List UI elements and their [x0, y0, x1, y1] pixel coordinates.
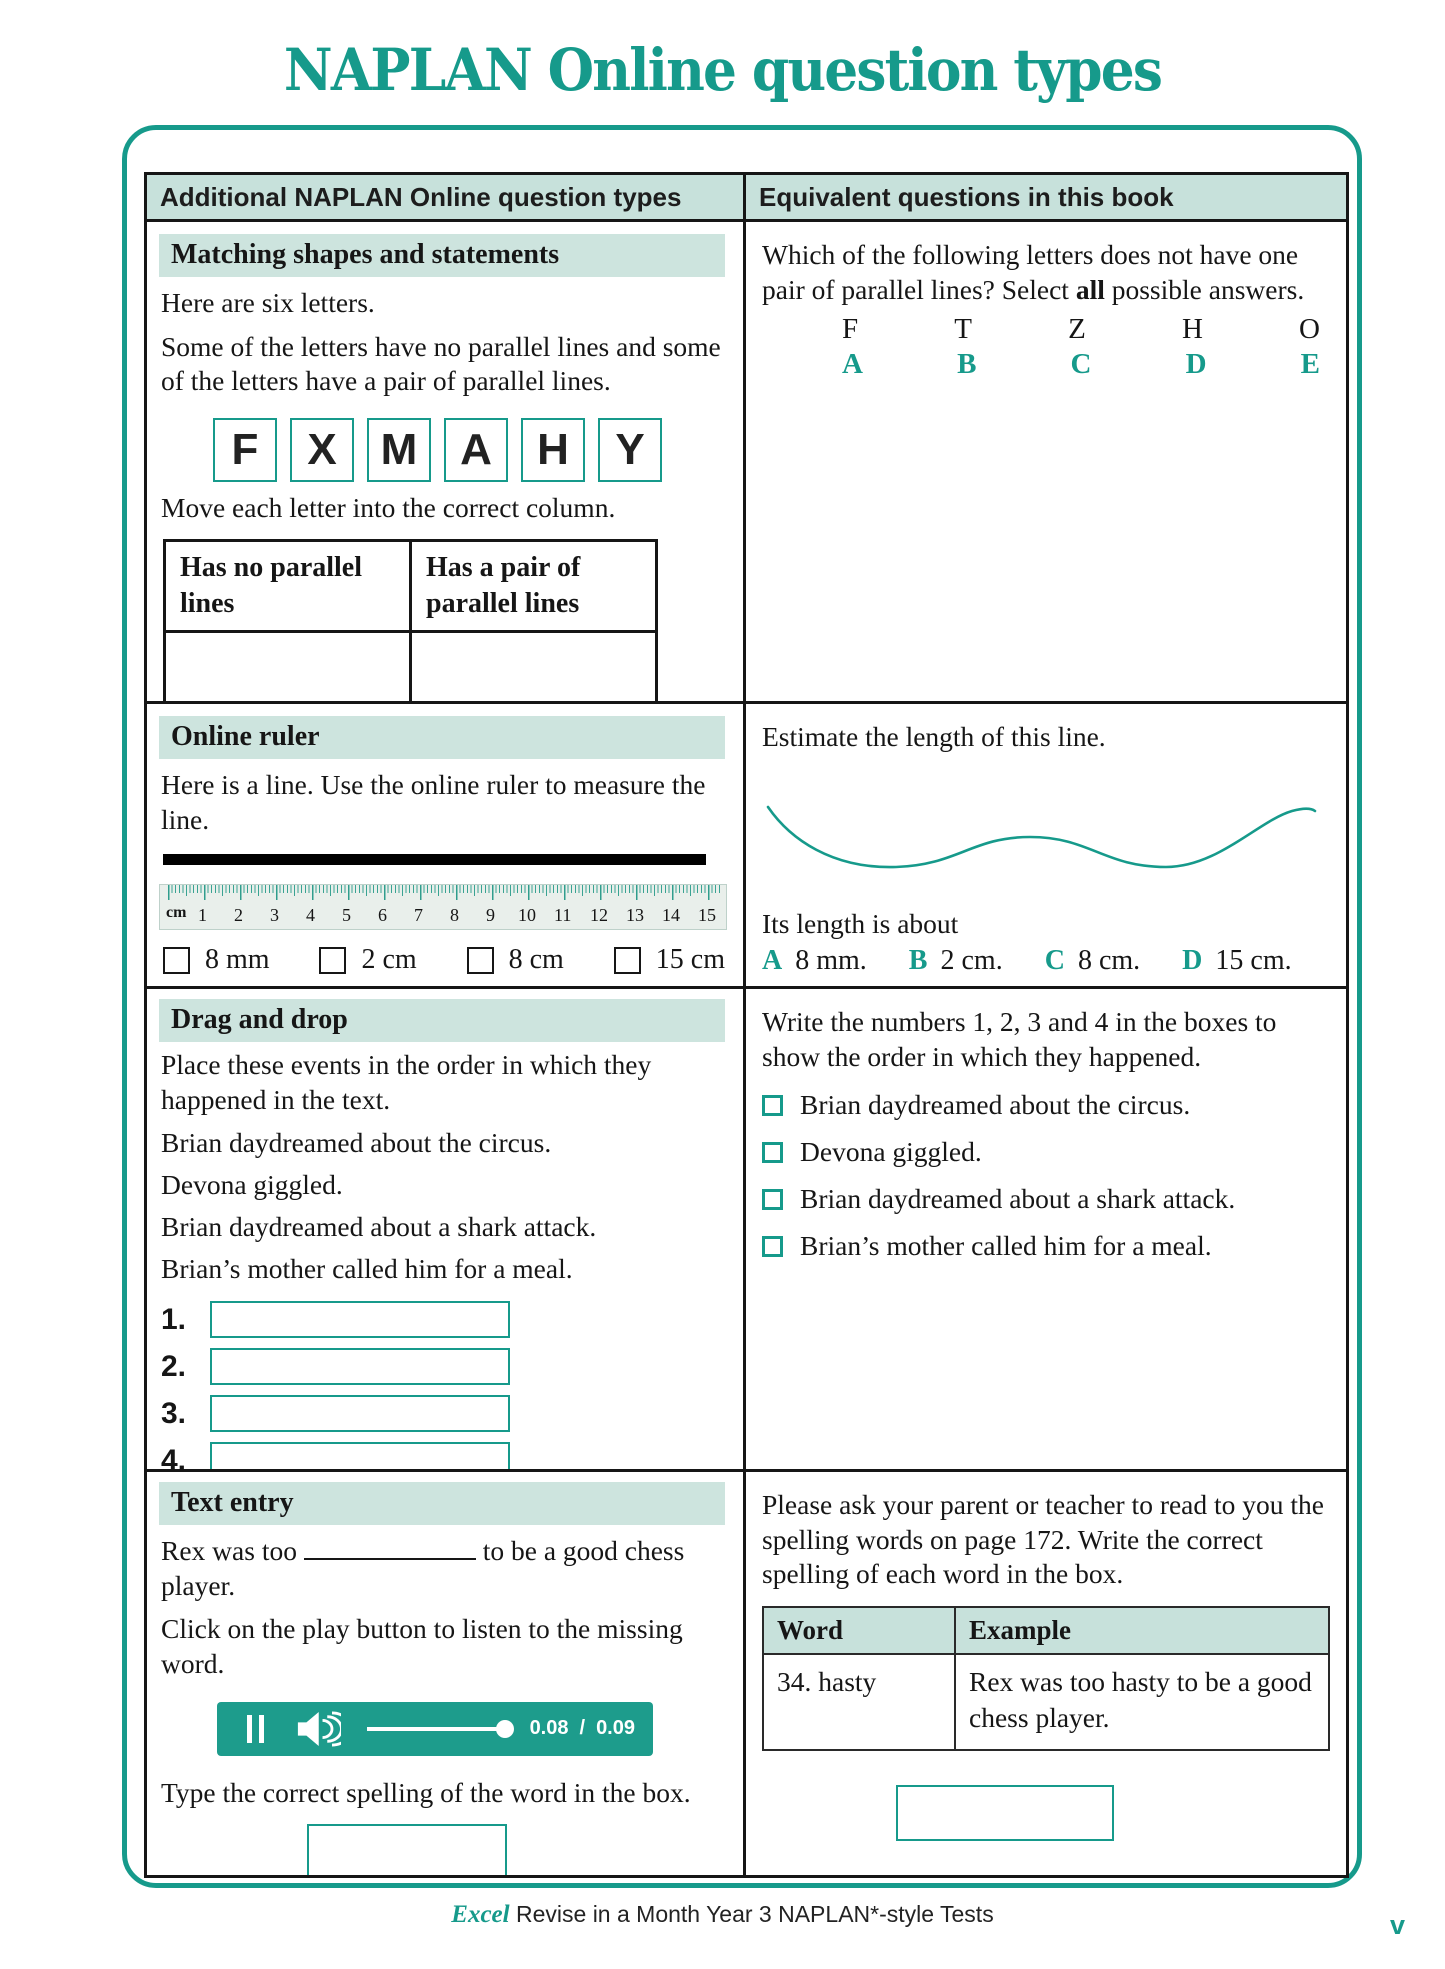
- option-letter: A: [842, 348, 863, 381]
- letter-tile[interactable]: X: [290, 418, 354, 482]
- question-types-table: [144, 172, 1349, 1878]
- dragdrop-equivalent-intro: Write the numbers 1, 2, 3 and 4 in the boxes to show the order in which they happened.: [762, 1006, 1277, 1072]
- online-ruler-heading: Online ruler: [159, 716, 725, 759]
- option-letter: C: [1070, 348, 1092, 381]
- matching-heading: Matching shapes and statements: [159, 234, 725, 277]
- matching-equivalent-question: [762, 238, 1340, 307]
- page-number: v: [1390, 1910, 1406, 1940]
- slot-number: 1.: [161, 1302, 187, 1336]
- option-b[interactable]: [909, 945, 1003, 977]
- matching-right-cell: [746, 222, 1346, 704]
- column-header-left: Additional NAPLAN Online question types: [147, 175, 746, 222]
- option-letter: A: [762, 945, 783, 977]
- checkbox-icon[interactable]: [614, 947, 641, 974]
- spelling-input-box[interactable]: [307, 1824, 507, 1875]
- column-header-right: Equivalent questions in this book: [746, 175, 1346, 222]
- page-title: NAPLAN Online question types: [283, 36, 1162, 104]
- ruler-number: 13: [626, 905, 644, 926]
- order-slot-3: [161, 1395, 743, 1432]
- write-box-icon[interactable]: [762, 1095, 783, 1116]
- example-column-header: Example: [955, 1607, 1329, 1654]
- ruler-number: 5: [342, 905, 351, 926]
- order-slot-4: [161, 1442, 743, 1472]
- option-text: 15 cm.: [1215, 945, 1292, 977]
- ruler-number: 7: [414, 905, 423, 926]
- text-entry-heading: Text entry: [159, 1482, 725, 1525]
- letter-tile[interactable]: M: [367, 418, 431, 482]
- word-column-header: Word: [763, 1607, 955, 1654]
- letter-tile[interactable]: H: [521, 418, 585, 482]
- ruler-number: 9: [486, 905, 495, 926]
- question-bold-word: all: [1075, 273, 1105, 305]
- slot-number: 2.: [161, 1349, 187, 1383]
- speaker-icon[interactable]: [296, 1710, 341, 1748]
- choice-label: 8 mm: [205, 944, 270, 976]
- option-text: 8 mm.: [795, 945, 867, 977]
- slot-number: 3.: [161, 1396, 187, 1430]
- time-current: 0.08: [529, 1717, 569, 1740]
- dragdrop-intro: Place these events in the order in which they happened in the text.: [161, 1049, 652, 1115]
- click-play-instruction: Click on the play button to listen to the missing word.: [161, 1613, 683, 1679]
- progress-knob-icon[interactable]: [496, 1720, 514, 1738]
- option-letter: D: [1182, 945, 1203, 977]
- option-d[interactable]: [1182, 945, 1291, 977]
- option-letter: E: [1300, 348, 1320, 381]
- ruler-cm-ticks: [168, 885, 722, 900]
- drop-column-header-pair-parallel: Has a pair of parallel lines: [411, 540, 657, 632]
- ordered-item: [762, 1230, 1346, 1262]
- textentry-left-cell: [147, 1472, 746, 1875]
- ruler-number: 3: [270, 905, 279, 926]
- option-text: 8 cm.: [1077, 945, 1141, 977]
- candidate-letter: F: [842, 313, 859, 346]
- slot-drop-box[interactable]: [210, 1395, 510, 1432]
- textentry-right-cell: [746, 1472, 1346, 1875]
- event-item[interactable]: Brian’s mother called him for a meal.: [161, 1253, 573, 1285]
- page-footer: [0, 1901, 1445, 1929]
- write-box-icon[interactable]: [762, 1236, 783, 1257]
- slot-drop-box[interactable]: [210, 1301, 510, 1338]
- fill-blank-sentence: [161, 1534, 709, 1603]
- slot-number: 4.: [161, 1443, 187, 1472]
- ruler-number: 8: [450, 905, 459, 926]
- event-item[interactable]: Brian daydreamed about a shark attack.: [161, 1211, 597, 1243]
- option-text: 2 cm.: [940, 945, 1003, 977]
- event-item[interactable]: Brian daydreamed about the circus.: [161, 1127, 552, 1159]
- ruler-number: 1: [198, 905, 207, 926]
- estimate-prompt: Its length is about: [762, 907, 959, 939]
- candidate-letter: T: [954, 313, 972, 346]
- audio-times: [530, 1717, 635, 1740]
- ruler-number: 6: [378, 905, 387, 926]
- choice-8cm: [467, 944, 564, 976]
- checkbox-icon[interactable]: [467, 947, 494, 974]
- word-example-table: [762, 1606, 1330, 1752]
- question-text: Which of the following letters does not have one pair of parallel lines? Select: [762, 239, 1299, 305]
- item-text: Brian daydreamed about a shark attack.: [800, 1183, 1236, 1215]
- item-text: Devona giggled.: [800, 1136, 982, 1168]
- sentence-post: to be a good chess player.: [161, 1535, 685, 1601]
- audio-progress-bar[interactable]: [367, 1727, 509, 1731]
- dragdrop-left-cell: [147, 989, 746, 1472]
- pause-icon[interactable]: [247, 1715, 264, 1743]
- choice-label: 2 cm: [361, 944, 417, 976]
- order-slot-2: [161, 1348, 743, 1385]
- ordered-item: [762, 1136, 1346, 1168]
- option-letter: B: [908, 945, 928, 977]
- ordered-item: [762, 1183, 1346, 1215]
- ruler-intro: Here is a line. Use the online ruler to measure the line.: [161, 769, 706, 835]
- type-spelling-instruction: Type the correct spelling of the word in the box.: [161, 1776, 691, 1808]
- choice-15cm: [614, 944, 725, 976]
- time-total: 0.09: [596, 1717, 635, 1740]
- ruler-number: 15: [698, 905, 716, 926]
- matching-drop-table: [163, 539, 658, 704]
- ruler-answer-choices: [163, 944, 725, 976]
- letter-tile[interactable]: Y: [598, 418, 662, 482]
- candidate-letters-row: [842, 313, 1320, 346]
- option-letter: C: [1044, 945, 1065, 977]
- checkbox-icon[interactable]: [163, 947, 190, 974]
- option-letters-row: [842, 348, 1320, 381]
- spelling-equivalent-intro: Please ask your parent or teacher to read to you the spelling words on page 172. Write the correct spelling of each word in the box.: [762, 1489, 1325, 1590]
- wavy-line: [760, 793, 1320, 881]
- checkbox-icon[interactable]: [319, 947, 346, 974]
- ruler-number: 2: [234, 905, 243, 926]
- online-ruler-tool[interactable]: [159, 884, 727, 930]
- candidate-letter: Z: [1068, 313, 1086, 346]
- drag-drop-heading: Drag and drop: [159, 999, 725, 1042]
- estimate-options: [762, 945, 1346, 977]
- matching-intro-2: Some of the letters have no parallel lines and some of the letters have a pair of parallel lines.: [161, 330, 721, 397]
- choice-8mm: [163, 944, 270, 976]
- spelling-answer-box[interactable]: [896, 1785, 1114, 1841]
- ruler-number: 10: [518, 905, 536, 926]
- question-text: possible answers.: [1104, 273, 1305, 305]
- event-item[interactable]: Devona giggled.: [161, 1169, 343, 1201]
- order-slot-1: [161, 1301, 743, 1338]
- ruler-number: 14: [662, 905, 680, 926]
- matching-left-cell: [147, 222, 746, 704]
- time-separator: /: [579, 1717, 586, 1740]
- matching-instruction: Move each letter into the correct column.: [161, 491, 616, 523]
- item-text: Brian’s mother called him for a meal.: [800, 1230, 1212, 1262]
- slot-drop-box[interactable]: [210, 1442, 510, 1472]
- ruler-number: 4: [306, 905, 315, 926]
- candidate-letter: O: [1299, 313, 1320, 346]
- choice-label: 8 cm: [508, 944, 564, 976]
- letter-tiles: [213, 418, 743, 482]
- option-letter: B: [957, 348, 977, 381]
- measured-line: [163, 854, 706, 865]
- audio-player: [217, 1702, 653, 1756]
- letter-tile[interactable]: F: [213, 418, 277, 482]
- word-cell: 34. hasty: [763, 1654, 955, 1751]
- blank-line: [304, 1534, 476, 1560]
- ruler-right-cell: [746, 704, 1346, 989]
- drop-zone-no-parallel[interactable]: [165, 632, 411, 704]
- candidate-letter: H: [1181, 313, 1203, 346]
- item-text: Brian daydreamed about the circus.: [800, 1089, 1191, 1121]
- ruler-left-cell: [147, 704, 746, 989]
- option-letter: D: [1185, 348, 1207, 381]
- letter-tile[interactable]: A: [444, 418, 508, 482]
- choice-label: 15 cm: [655, 944, 725, 976]
- dragdrop-right-cell: [746, 989, 1346, 1472]
- ordered-item: [762, 1089, 1346, 1121]
- footer-brand: Excel: [451, 1901, 510, 1928]
- write-box-icon[interactable]: [762, 1189, 783, 1210]
- choice-2cm: [319, 944, 416, 976]
- drop-zone-pair-parallel[interactable]: [411, 632, 657, 704]
- example-cell: Rex was too hasty to be a good chess player.: [955, 1654, 1329, 1751]
- option-a[interactable]: [762, 945, 867, 977]
- option-c[interactable]: [1045, 945, 1140, 977]
- estimate-question: Estimate the length of this line.: [762, 721, 1106, 752]
- ruler-unit-label: cm: [166, 904, 187, 922]
- ruler-number: 12: [590, 905, 608, 926]
- footer-text: Revise in a Month Year 3 NAPLAN*-style Tests: [509, 1901, 994, 1927]
- write-box-icon[interactable]: [762, 1142, 783, 1163]
- matching-intro-1: Here are six letters.: [161, 287, 375, 318]
- slot-drop-box[interactable]: [210, 1348, 510, 1385]
- sentence-pre: Rex was too: [161, 1535, 304, 1566]
- drop-column-header-no-parallel: Has no parallel lines: [165, 540, 411, 632]
- ruler-number: 11: [554, 905, 572, 926]
